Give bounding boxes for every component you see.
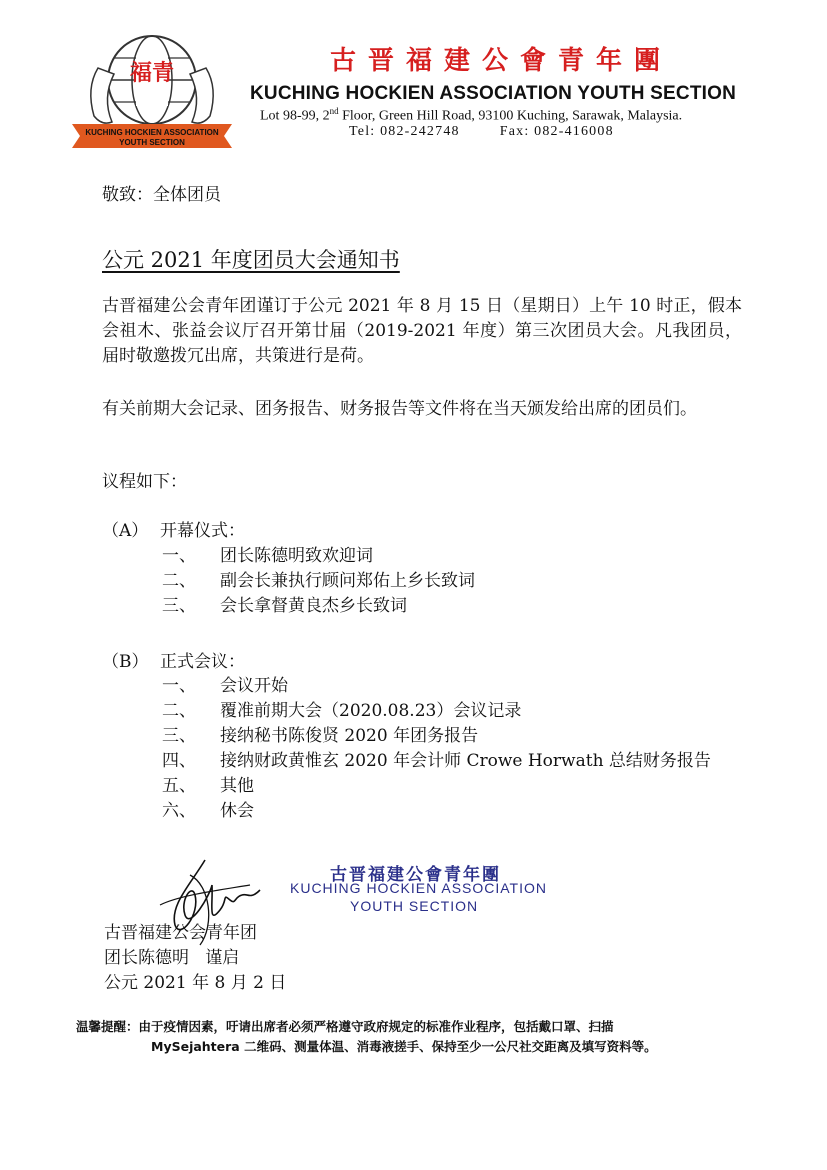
health-reminder (76, 1017, 751, 1057)
agenda-item (162, 544, 373, 569)
header-address: Lot 98-99, 2nd Floor, Green Hill Road, 93100 Kuching, Sarawak, Malaysia. (260, 106, 683, 124)
greeting: 敬致：全体团员 (102, 185, 221, 205)
agenda-item-number: 二、 (162, 701, 196, 721)
agenda-section-a-heading (102, 519, 245, 544)
agenda-item-text: 其他 (220, 776, 254, 796)
agenda-item-number: 一、 (162, 546, 196, 566)
stamp-title-english: KUCHING HOCKIEN ASSOCIATION (290, 880, 547, 896)
signoff-date: 公元 2021 年 8 月 2 日 (104, 973, 287, 993)
agenda-item-number: 六、 (162, 801, 196, 821)
reminder-line-2: MySejahtera 二维码、测量体温、消毒液搓手、保持至少一公尺社交距离及填写资料等。 (151, 1039, 657, 1054)
notice-paragraph-1: 古晋福建公会青年团谨订于公元 2021 年 8 月 15 日（星期日）上午 10 时正，假本会祖木、张益会议厅召开第廿届（2019-2021 年度）第三次团员大会。凡我团员，届时敬邀拨冗出席，共策进行是荷。 (102, 296, 742, 366)
agenda-item-text: 会议开始 (220, 676, 288, 696)
logo-banner-line-2: YOUTH SECTION (119, 138, 185, 147)
agenda-item (162, 699, 521, 724)
notice-title: 公元 2021 年度团员大会通知书 (102, 248, 400, 272)
agenda-item-number: 二、 (162, 571, 196, 591)
agenda-item (162, 569, 475, 594)
association-emblem-icon (68, 28, 236, 154)
agenda-item (162, 594, 407, 619)
agenda-item-number: 三、 (162, 596, 196, 616)
agenda-item-number: 五、 (162, 776, 196, 796)
agenda-item-number: 三、 (162, 726, 196, 746)
stamp-subtitle-english: YOUTH SECTION (350, 898, 479, 914)
agenda-item-text: 接纳秘书陈俊贤 2020 年团务报告 (220, 726, 479, 746)
stamp-title-chinese: 古晋福建公會青年團 (330, 865, 501, 884)
agenda-item-number: 一、 (162, 676, 196, 696)
section-b-label: 正式会议： (160, 652, 245, 672)
section-a-tag: （A） (102, 521, 149, 541)
agenda-item-text: 团长陈德明致欢迎词 (220, 546, 373, 566)
header-title-chinese: 古晋福建公會青年團 (330, 46, 673, 76)
agenda-item-text: 覆准前期大会（2020.08.23）会议记录 (220, 701, 522, 721)
section-a-label: 开幕仪式： (160, 521, 245, 541)
agenda-item-text: 副会长兼执行顾问郑佑上乡长致词 (220, 571, 475, 591)
section-b-tag: （B） (102, 652, 149, 672)
header-title-english: KUCHING HOCKIEN ASSOCIATION YOUTH SECTION (250, 83, 737, 104)
association-logo (68, 28, 236, 154)
agenda-item-text: 会长拿督黄良杰乡长致词 (220, 596, 407, 616)
header-fax: Fax: 082-416008 (499, 124, 614, 139)
agenda-item (162, 799, 254, 824)
agenda-section-b-heading (102, 650, 245, 675)
logo-banner-line-1: KUCHING HOCKIEN ASSOCIATION (85, 128, 219, 137)
agenda-item (162, 774, 254, 799)
agenda-item-text: 休会 (220, 801, 254, 821)
notice-paragraph-2: 有关前期大会记录、团务报告、财务报告等文件将在当天颁发给出席的团员们。 (102, 399, 697, 419)
reminder-line-1: 温馨提醒：由于疫情因素，吁请出席者必须严格遵守政府规定的标准作业程序，包括戴口罩、扫描 (76, 1019, 614, 1034)
agenda-item (162, 749, 711, 774)
header-tel: Tel: 082-242748 (349, 124, 460, 139)
agenda-item (162, 724, 478, 749)
agenda-item-text: 接纳财政黄惟玄 2020 年会计师 Crowe Horwath 总结财务报告 (220, 751, 711, 771)
signoff-signer: 团长陈德明 谨启 (104, 948, 240, 968)
logo-character: 福青 (129, 61, 175, 86)
agenda-intro: 议程如下： (102, 472, 187, 492)
signoff-organization: 古晋福建公会青年团 (104, 923, 257, 943)
agenda-item-number: 四、 (162, 751, 196, 771)
agenda-item (162, 674, 288, 699)
header-contact (349, 124, 614, 140)
